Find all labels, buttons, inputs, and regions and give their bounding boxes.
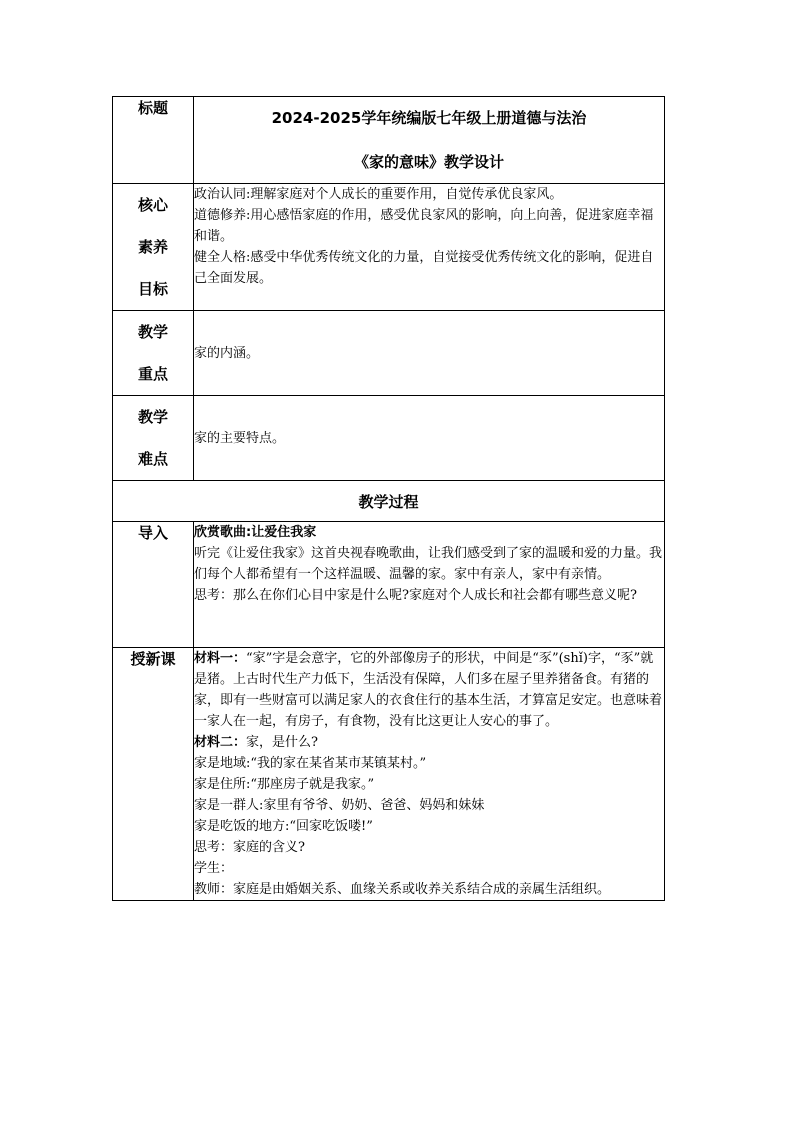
title-line-1: 2024-2025学年统编版七年级上册道德与法治 [271, 109, 587, 127]
intro-paragraph-2: 思考：那么在你们心目中家是什么呢?家庭对个人成长和社会都有哪些意义呢? [194, 588, 637, 603]
lesson-line: 学生： [194, 861, 234, 876]
new-lesson-row [113, 648, 665, 901]
intro-paragraph-1: 听完《让爱住我家》这首央视春晚歌曲，让我们感受到了家的温暖和爱的力量。我们每个人都希望有一个这样温暖、温馨的家。家中有亲人，家中有亲情。 [194, 546, 663, 582]
key-point-label: 教学 重点 [113, 311, 194, 396]
core-goals-label: 核心 素养 目标 [113, 184, 194, 311]
document-title [194, 97, 665, 184]
material-1 [194, 648, 664, 732]
title-row [113, 97, 665, 184]
new-lesson-label: 授新课 [113, 648, 194, 901]
intro-content [194, 522, 665, 648]
core-goals-row [113, 184, 665, 311]
goal-moral: 道德修养:用心感悟家庭的作用，感受优良家风的影响，向上向善，促进家庭幸福和谐。 [194, 208, 654, 244]
goal-political: 政治认同:理解家庭对个人成长的重要作用，自觉传承优良家风。 [194, 187, 563, 202]
core-goals-content [194, 184, 665, 311]
key-point-content: 家的内涵。 [194, 311, 665, 396]
material-2 [194, 732, 664, 753]
difficulty-label: 教学 难点 [113, 396, 194, 481]
lesson-line: 家是住所:“那座房子就是我家。” [194, 777, 375, 792]
lesson-line: 思考：家庭的含义? [194, 840, 305, 855]
lesson-line: 家是吃饭的地方:“回家吃饭喽!” [194, 819, 373, 834]
new-lesson-content [194, 648, 665, 901]
material-1-text: “家”字是会意字，它的外部像房子的形状，中间是“豕”(shǐ)字，“豕”就是猪。上古时代生产力低下，生活没有保障，人们多在屋子里养猪备食。有猪的家，即有一些财富可以满足家人的衣食住行的基本生活，才算富足安定。也意味着一家人在一起，有房子，有食物，没有比这更让人安心的事了。 [194, 651, 663, 729]
title-label: 标题 [113, 97, 194, 184]
title-line-2: 《家的意味》教学设计 [353, 153, 504, 171]
process-title: 教学过程 [113, 481, 665, 522]
process-header-row [113, 481, 665, 522]
intro-row [113, 522, 665, 648]
lesson-line: 家是地域:“我的家在某省某市某镇某村。” [194, 756, 427, 771]
difficulty-content: 家的主要特点。 [194, 396, 665, 481]
lesson-plan-table [112, 96, 665, 901]
intro-heading: 欣赏歌曲:让爱住我家 [194, 525, 317, 540]
material-2-text: 家，是什么? [246, 735, 318, 750]
key-point-row [113, 311, 665, 396]
lesson-line: 家是一群人:家里有爷爷、奶奶、爸爸、妈妈和妹妹 [194, 798, 485, 813]
material-2-label: 材料二： [194, 735, 247, 750]
goal-personality: 健全人格:感受中华优秀传统文化的力量，自觉接受优秀传统文化的影响，促进自己全面发展。 [194, 250, 654, 286]
difficulty-row [113, 396, 665, 481]
intro-label: 导入 [113, 522, 194, 648]
lesson-line: 教师：家庭是由婚姻关系、血缘关系或收养关系结合成的亲属生活组织。 [194, 882, 611, 897]
material-1-label: 材料一： [194, 651, 247, 666]
